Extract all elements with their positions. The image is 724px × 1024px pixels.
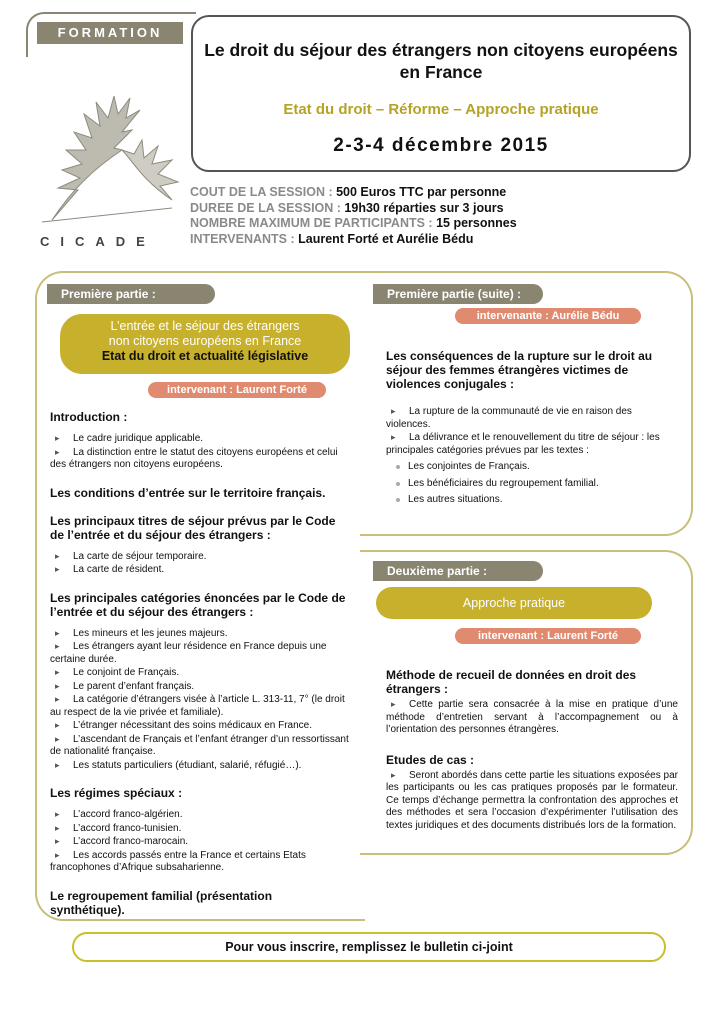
- info-row-participants: NOMBRE MAXIMUM DE PARTICIPANTS : 15 personnes: [190, 216, 517, 230]
- info-row-cost: COUT DE LA SESSION : 500 Euros TTC par personne: [190, 185, 507, 199]
- part1-content: Introduction : ▸ Le cadre juridique applicable. ▸ La distinction entre le statut des citoyens européens et celui des étrangers non citoyens européens. Les conditions d’entrée sur le territoire français. Les principaux titres de séjour prévus par le Code de l’entrée et du séjour des étrangers : ▸ La carte de séjour temporaire. ▸ La carte de résident. Les principales catégories énoncées par le Code de l’entrée et du séjour des étrangers : ▸ Les mineurs et les jeunes majeurs. ▸ Les étrangers ayant leur résidence en France depuis une certaine durée. ▸ Le conjoint de Français. ▸ Le parent d’enfant français. ▸ La catégorie d’étrangers visée à l’article L. 313-11, 7° (le droit au respect de la vie privée et familiale). ▸ L’étranger nécessitant des soins médicaux en France. ▸ L’ascendant de Français et l’enfant étranger d’un ressortissant de nationalité française. ▸ Les statuts particuliers (étudiant, salarié, réfugié…). Les régimes spéciaux : ▸ L’accord franco-algérien. ▸ L’accord franco-tunisien. ▸ L’accord franco-marocain. ▸ Les accords passés entre la France et certains Etats francophones d’Afrique subsaharienne. Le regroupement familial (présentation synthétique).: [50, 410, 350, 925]
- list-item: ▸ L’accord franco-tunisien.: [50, 822, 350, 836]
- org-name: CICADE: [40, 234, 156, 249]
- part1-topic-pill: L’entrée et le séjour des étrangers non citoyens européens en France Etat du droit et actualité législative: [60, 314, 350, 374]
- list-item: ▸ La catégorie d’étrangers visée à l’article L. 313-11, 7° (le droit au respect de la vie privée et familiale).: [50, 693, 350, 719]
- section-tab-part1: Première partie :: [47, 284, 215, 304]
- list-item: ▸ Le parent d’enfant français.: [50, 680, 350, 694]
- list-item: ▸ L’étranger nécessitant des soins médicaux en France.: [50, 719, 350, 733]
- formation-tab: FORMATION: [37, 22, 183, 44]
- section-tab-part2: Deuxième partie :: [373, 561, 543, 581]
- part1-continued-speaker-badge: intervenante : Aurélie Bédu: [455, 308, 641, 324]
- list-item: ▸ La carte de résident.: [50, 563, 350, 577]
- list-item: ▸ L’ascendant de Français et l’enfant étranger d’un ressortissant de nationalité française.: [50, 733, 350, 759]
- list-item: ▸ Le cadre juridique applicable.: [50, 432, 350, 446]
- session-date: 2-3-4 décembre 2015: [333, 135, 549, 156]
- list-item: ▸ Les mineurs et les jeunes majeurs.: [50, 627, 350, 641]
- list-item: ▸ Les statuts particuliers (étudiant, salarié, réfugié…).: [50, 759, 350, 773]
- list-item: ▸ La rupture de la communauté de vie en raison des violences.: [386, 405, 678, 431]
- thistle-logo-icon: [22, 90, 182, 228]
- list-item: ▸ Le conjoint de Français.: [50, 666, 350, 680]
- list-item: ▸ Les étrangers ayant leur résidence en France depuis une certaine durée.: [50, 640, 350, 666]
- title-box: [191, 15, 691, 172]
- info-row-duration: DUREE DE LA SESSION : 19h30 réparties sur 3 jours: [190, 200, 504, 215]
- part1-speaker-badge: intervenant : Laurent Forté: [148, 382, 326, 398]
- info-row-speakers: INTERVENANTS : Laurent Forté et Aurélie Bédu: [190, 231, 474, 246]
- part1-continued-content: Les conséquences de la rupture sur le droit au séjour des femmes étrangères victimes de violences conjugales : ▸ La rupture de la communauté de vie en raison des violences. ▸ La délivrance et le renouvellement du titre de séjour : les principales catégories prévues par les textes : Les conjointes de Français. Les bénéficiaires du regroupement familial. Les autres situations.: [386, 349, 678, 511]
- registration-banner: Pour vous inscrire, remplissez le bulletin ci-joint: [72, 932, 666, 962]
- part2-topic-pill: Approche pratique: [376, 587, 652, 619]
- paragraph-methode: ▸ Cette partie sera consacrée à la mise en pratique d’une méthode d’entretien servant à l’accompagnement ou à l’orientation des personnes étrangères.: [386, 698, 678, 737]
- paragraph-etudes: ▸ Seront abordés dans cette partie les situations exposées par les participants ou les cas pratiques proposés par le formateur. Ce temps d’échange permettra la confrontation des approches et des méthodes et sera l’occasion d’expérimenter l’utilisation des textes juridiques et des documents distribués lors de la formation.: [386, 769, 678, 833]
- list-item: ▸ Les accords passés entre la France et certains Etats francophones d’Afrique subsaharienne.: [50, 849, 350, 875]
- session-info: [190, 185, 517, 247]
- page-title: Le droit du séjour des étrangers non citoyens européens en France: [204, 40, 678, 82]
- list-item: ▸ La délivrance et le renouvellement du titre de séjour : les principales catégories prévues par les textes :: [386, 431, 678, 457]
- page-subtitle: Etat du droit – Réforme – Approche pratique: [283, 101, 599, 118]
- part2-content: Méthode de recueil de données en droit des étrangers : ▸ Cette partie sera consacrée à la mise en pratique d’une méthode d’entretien servant à l’accompagnement ou à l’orientation des personnes étrangères. Etudes de cas : ▸ Seront abordés dans cette partie les situations exposées par les participants ou les cas pratiques proposés par le formateur. Ce temps d’échange permettra la confrontation des approches et des méthodes et sera l’occasion d’expérimenter l’utilisation des textes juridiques et des documents distribués lors de la formation.: [386, 668, 678, 832]
- list-item: ▸ La distinction entre le statut des citoyens européens et celui des étrangers non citoyens européens.: [50, 446, 350, 472]
- list-item: Les autres situations.: [386, 494, 678, 507]
- list-item: ▸ L’accord franco-marocain.: [50, 835, 350, 849]
- section-tab-part1-continued: Première partie (suite) :: [373, 284, 543, 304]
- list-item: ▸ La carte de séjour temporaire.: [50, 550, 350, 564]
- list-item: Les conjointes de Français.: [386, 461, 678, 474]
- list-item: Les bénéficiaires du regroupement familial.: [386, 478, 678, 491]
- list-item: ▸ L’accord franco-algérien.: [50, 808, 350, 822]
- part2-speaker-badge: intervenant : Laurent Forté: [455, 628, 641, 644]
